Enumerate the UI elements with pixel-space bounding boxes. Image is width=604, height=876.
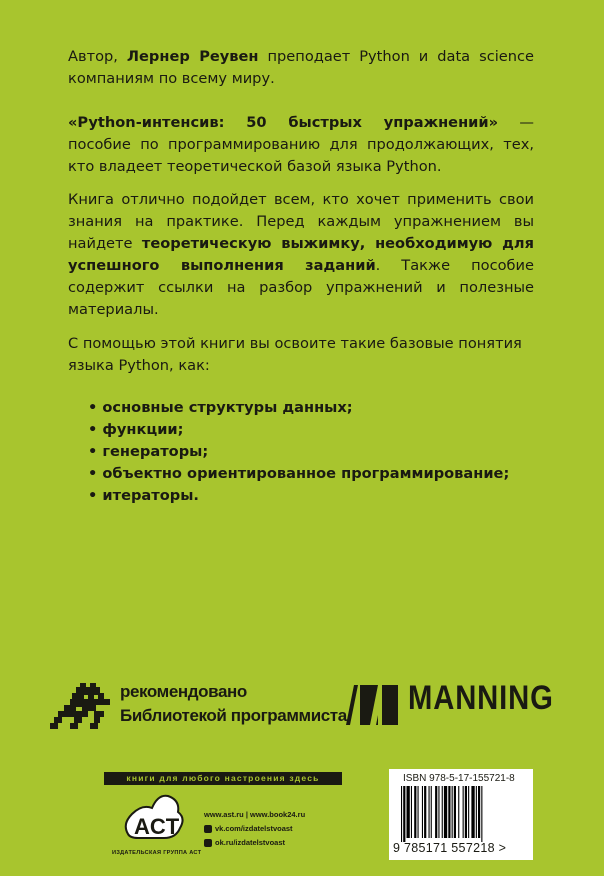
barcode-bar [481, 786, 482, 842]
author-name: Лернер Реувен [126, 48, 259, 65]
usage-paragraph [68, 189, 534, 321]
sites-row [204, 808, 305, 822]
ok-icon [204, 839, 212, 847]
ast-logo-text: ACT [134, 814, 180, 839]
barcode-bar [454, 786, 456, 838]
barcode-panel [389, 769, 533, 860]
book-description [68, 112, 534, 178]
concepts-intro: С помощью этой книги вы освоите такие базовые понятия языка Python, как: [68, 335, 522, 374]
book-description-text: — пособие по программированию для продолжающих, тех, кто владеет теоретической базой языка Python. [68, 114, 534, 175]
barcode-bar [478, 786, 480, 838]
barcode-bar [476, 786, 477, 838]
barcode-bar [414, 786, 416, 838]
barcode-bar [407, 786, 410, 838]
author-paragraph [68, 46, 534, 90]
barcode-bar [431, 786, 432, 838]
recommendation-label [120, 680, 347, 728]
usage-text-1: Книга отлично подойдет всем, кто хочет применить свои знания на практике. Перед каждым упражнением вы найдете [68, 191, 534, 252]
ok-row [204, 836, 305, 850]
concepts-list [88, 397, 509, 507]
list-item: • генераторы; [88, 443, 209, 460]
barcode-bar [463, 786, 464, 838]
ast-logo-icon [118, 790, 190, 848]
author-suffix: преподает Python и data science компаниям по всему миру. [68, 48, 534, 87]
author-prefix: Автор, [68, 48, 127, 65]
list-item: • функции; [88, 421, 184, 438]
usage-text-2: . Также пособие содержит ссылки на разбор упражнений и полезные материалы. [68, 257, 534, 318]
barcode-bar [471, 786, 474, 838]
vk-row [204, 822, 305, 836]
usage-highlight: теоретическую выжимку, необходимую для успешного выполнения заданий [68, 235, 534, 274]
barcode-bar [468, 786, 469, 838]
vk-link[interactable]: vk.com/izdatelstvoast [215, 824, 293, 833]
list-item: • итераторы. [88, 487, 199, 504]
barcode-digits: 9 785171 557218 > [393, 841, 507, 855]
book-title: «Python-интенсив: 50 быстрых упражнений» [68, 114, 499, 131]
barcode-bar [411, 786, 412, 838]
barcode-bar [429, 786, 430, 838]
barcode-bar [448, 786, 450, 838]
barcode-bar [444, 786, 447, 838]
barcode-bar [458, 786, 459, 838]
recommendation-line-1: рекомендовано [120, 682, 247, 701]
barcode-bar [438, 786, 439, 838]
tagline-banner: книги для любого настроения здесь [104, 772, 342, 785]
barcode-bar [452, 786, 453, 838]
ok-link[interactable]: ok.ru/izdatelstvoast [215, 838, 286, 847]
barcode-bar [435, 786, 437, 838]
barcode-icon [401, 786, 519, 842]
barcode-bar [401, 786, 402, 842]
publisher-logo-text: MANNING [408, 679, 554, 717]
vk-icon [204, 825, 212, 833]
publisher-links [204, 808, 305, 850]
sites-link[interactable]: www.ast.ru | www.book24.ru [204, 810, 306, 819]
isbn-label: ISBN 978-5-17-155721-8 [403, 773, 515, 784]
barcode-bar [424, 786, 426, 838]
library-creature-icon [50, 683, 110, 729]
manning-logo-icon [346, 685, 402, 725]
barcode-bar [442, 786, 443, 838]
barcode-bar [403, 786, 405, 842]
barcode-bar [422, 786, 423, 838]
imprint-caption: ИЗДАТЕЛЬСКАЯ ГРУППА АСТ [112, 850, 202, 856]
list-item: • основные структуры данных; [88, 399, 353, 416]
barcode-bar [465, 786, 467, 838]
list-item: • объектно ориентированное программирование; [88, 465, 510, 482]
barcode-bar [418, 786, 419, 838]
recommendation-line-2: Библиотекой программиста [120, 706, 347, 725]
